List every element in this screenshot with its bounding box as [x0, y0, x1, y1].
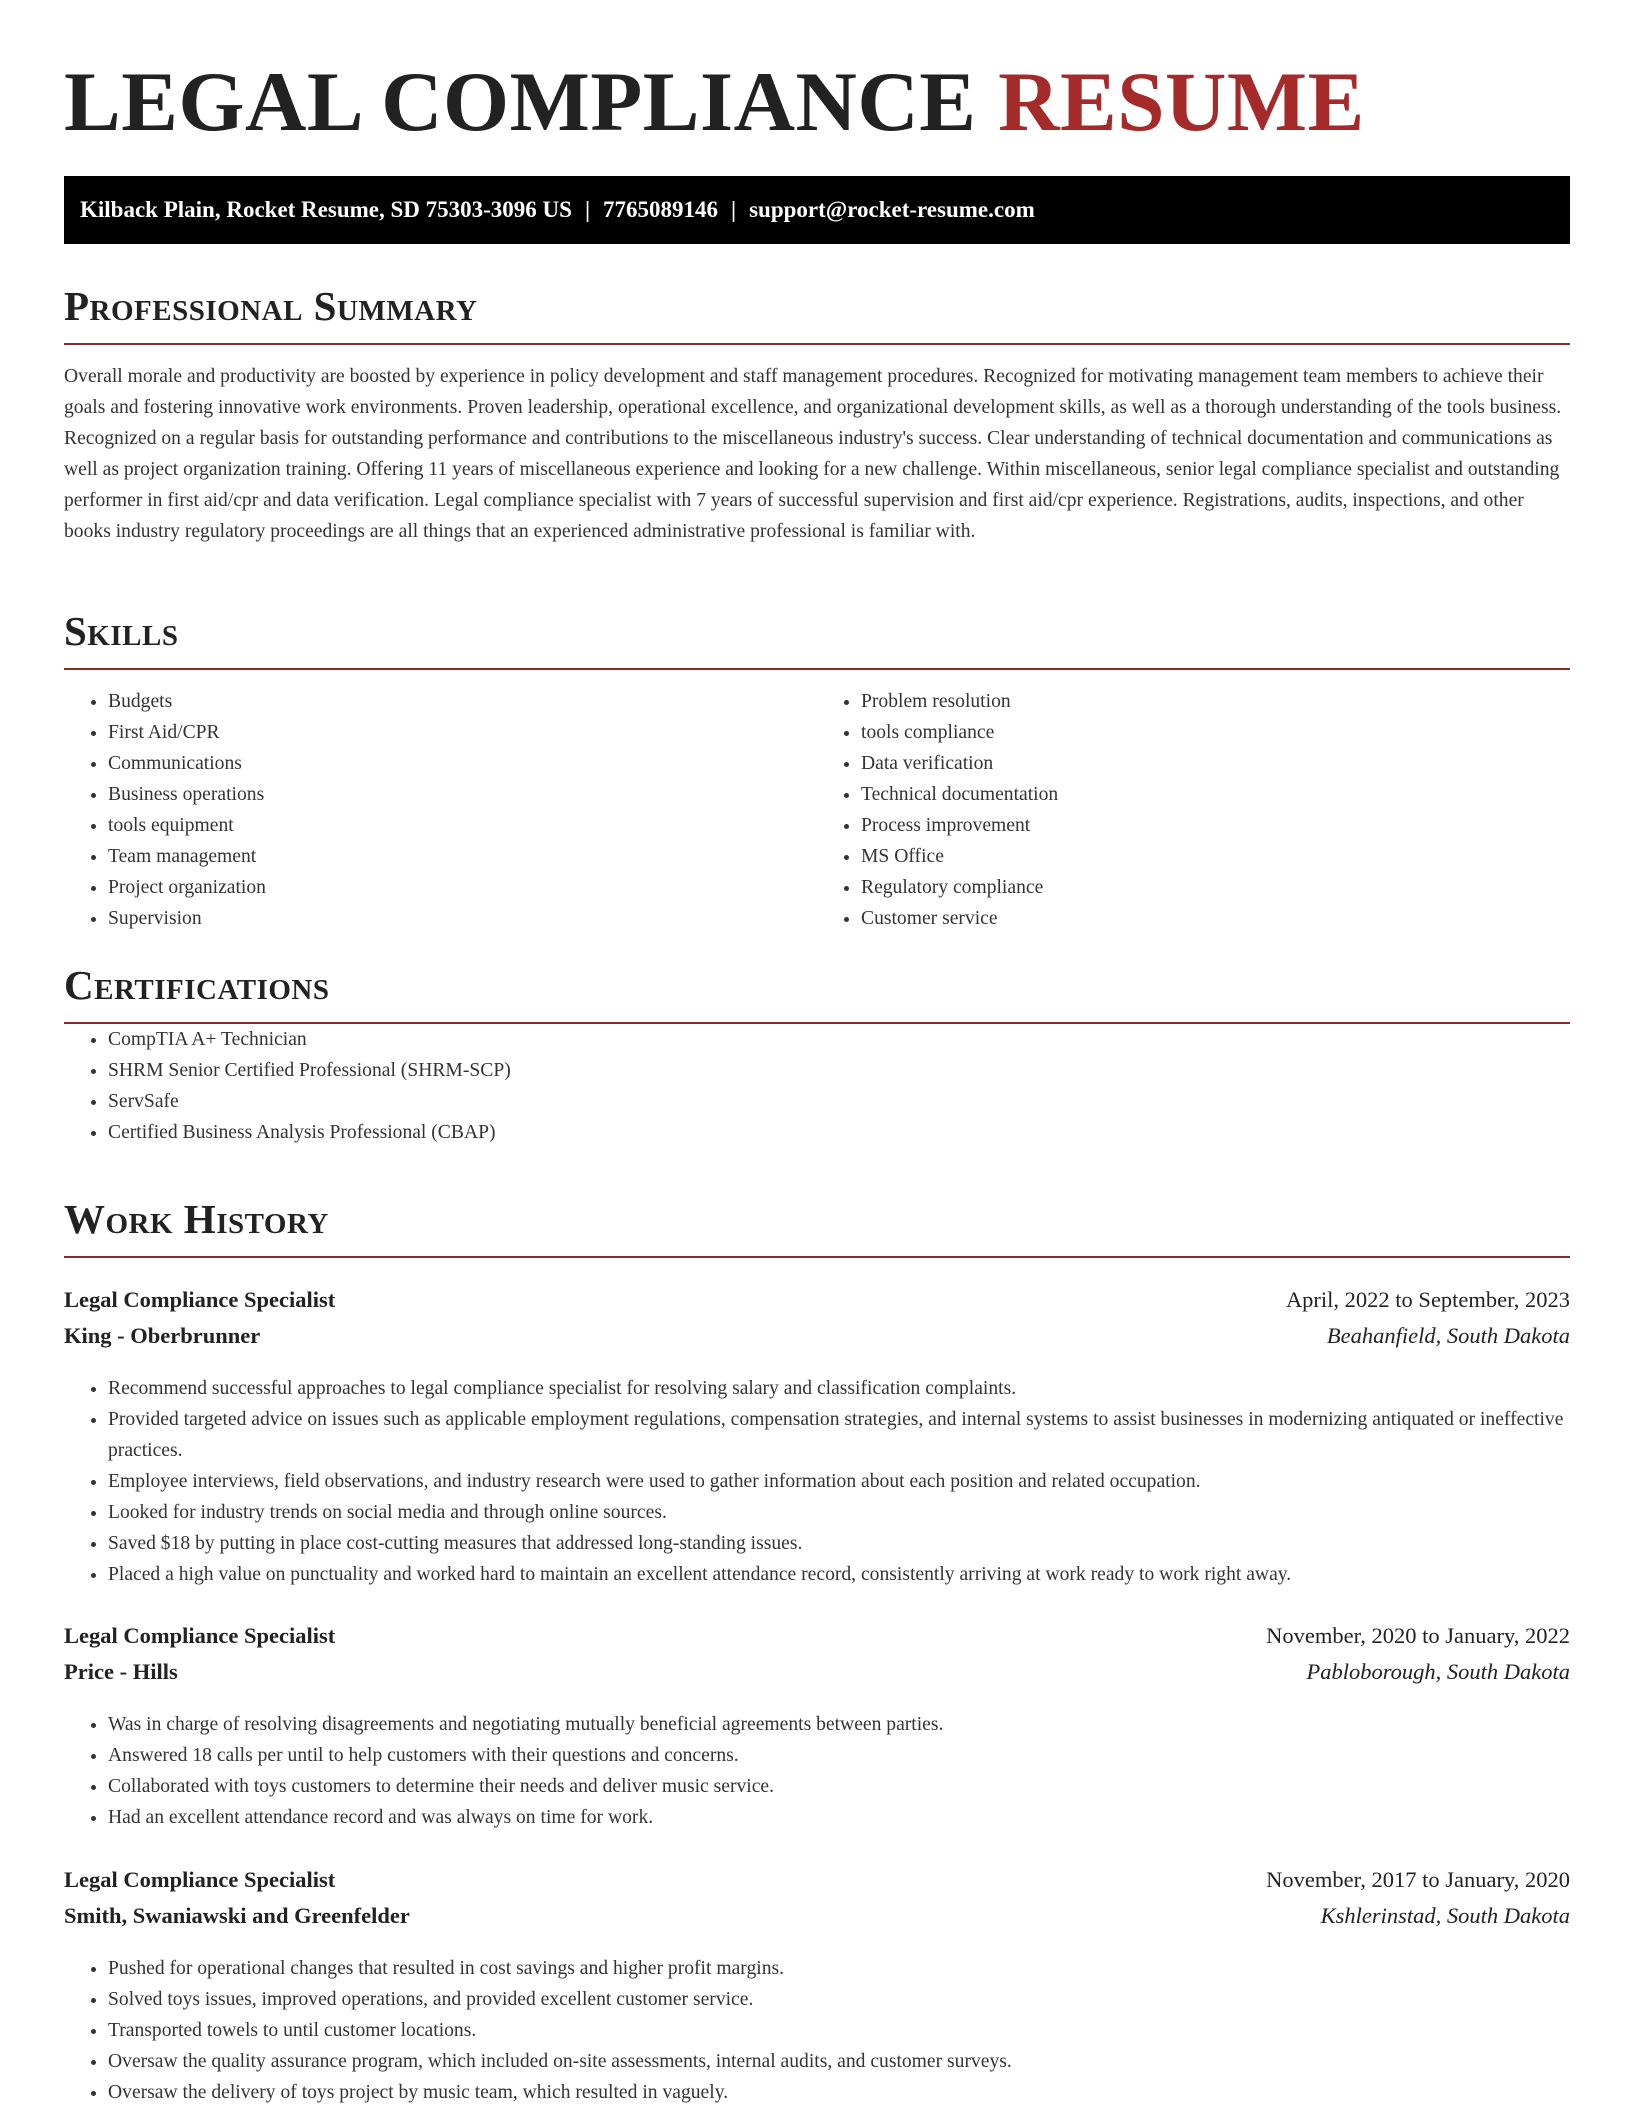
job-duty-item: • Saved $18 by putting in place cost-cutting measures that addressed long-standing issues.: [108, 1528, 1570, 1559]
job-entry: [64, 1867, 1570, 2108]
work-history-section: [64, 1194, 1570, 1258]
skill-item: • Project organization: [108, 872, 817, 903]
job-location: Beahanfield, South Dakota: [1326, 1323, 1570, 1348]
contact-separator: |: [584, 197, 591, 222]
skill-item: • Technical documentation: [861, 779, 1570, 810]
job-duty-item: • Placed a high value on punctuality and worked hard to maintain an excellent attendance record, consistently arriving at work ready to work right away.: [108, 1559, 1570, 1590]
job-company: King - Oberbrunner: [64, 1323, 261, 1348]
job-location: Pabloborough, South Dakota: [1306, 1659, 1570, 1684]
job-duty-item: • Answered 18 calls per until to help customers with their questions and concerns.: [108, 1740, 1570, 1771]
skill-item: • First Aid/CPR: [108, 717, 817, 748]
contact-separator: |: [731, 197, 737, 222]
job-duty-item: • Transported towels to until customer locations.: [108, 2015, 1570, 2046]
job-duty-item: • Pushed for operational changes that resulted in cost savings and higher profit margins.: [108, 1953, 1570, 1984]
job-company-row: [64, 1659, 1570, 1695]
summary-text: Overall morale and productivity are boosted by experience in policy development and staff management procedures. Recognized for motivating management team members to achieve their goals and fostering innovative work environments. Proven leadership, operational excellence, and organizational development skills, as well as a thorough understanding of the tools business. Recognized on a regular basis for outstanding performance and contributions to the miscellaneous industry's success. Clear understanding of technical documentation and communications as well as project organization training. Offering 11 years of miscellaneous experience and looking for a new challenge. Within miscellaneous, senior legal compliance specialist and outstanding performer in first aid/cpr and data verification. Legal compliance specialist with 7 years of successful supervision and first aid/cpr experience. Registrations, audits, inspections, and other books industry regulatory proceedings are all things that an experienced administrative professional is familiar with.: [64, 366, 1562, 542]
contact-email: support@rocket-resume.com: [749, 197, 1035, 222]
job-company-row: [64, 1903, 1570, 1939]
certifications-heading: Certifications: [64, 960, 1570, 1024]
skill-item: • MS Office: [861, 841, 1570, 872]
job-duty-item: • Employee interviews, field observations, and industry research were used to gather information about each position and related occupation.: [108, 1466, 1570, 1497]
certification-item: • ServSafe: [108, 1086, 1570, 1117]
skills-columns: [64, 686, 1570, 934]
job-title: Legal Compliance Specialist: [64, 1287, 336, 1312]
skill-item: • Business operations: [108, 779, 817, 810]
job-header-row: [64, 1623, 1570, 1659]
contact-bar: [64, 176, 1570, 244]
job-duties-list: [64, 1709, 1570, 1833]
certification-item: • Certified Business Analysis Professional (CBAP): [108, 1117, 1570, 1148]
job-duty-item: • Collaborated with toys customers to determine their needs and deliver music service.: [108, 1771, 1570, 1802]
skill-item: • Budgets: [108, 686, 817, 717]
job-entry: [64, 1623, 1570, 1833]
title-accent: RESUME: [998, 55, 1365, 149]
skills-list-left: [64, 686, 817, 934]
job-dates: April, 2022 to September, 2023: [1285, 1287, 1570, 1312]
contact-address: Kilback Plain, Rocket Resume, SD 75303-3096 US: [80, 197, 572, 222]
job-title: Legal Compliance Specialist: [64, 1867, 336, 1892]
job-title: Legal Compliance Specialist: [64, 1623, 336, 1648]
skill-item: • Team management: [108, 841, 817, 872]
skill-item: • tools compliance: [861, 717, 1570, 748]
job-company: Smith, Swaniawski and Greenfelder: [64, 1903, 410, 1928]
job-company-row: [64, 1323, 1570, 1359]
skills-list-right: [817, 686, 1570, 934]
job-header-row: [64, 1867, 1570, 1903]
summary-heading: Professional Summary: [64, 281, 1570, 345]
resume-title: [64, 52, 1365, 152]
skill-item: • Regulatory compliance: [861, 872, 1570, 903]
skill-item: • Communications: [108, 748, 817, 779]
job-duty-item: • Oversaw the quality assurance program, which included on-site assessments, internal audits, and customer surveys.: [108, 2046, 1570, 2077]
job-location: Kshlerinstad, South Dakota: [1320, 1903, 1570, 1928]
title-main: LEGAL COMPLIANCE: [64, 55, 977, 149]
summary-section: [64, 281, 1570, 547]
skill-item: • tools equipment: [108, 810, 817, 841]
skill-item: • Customer service: [861, 903, 1570, 934]
job-duty-item: • Provided targeted advice on issues such as applicable employment regulations, compensation strategies, and internal systems to assist businesses in modernizing antiquated or ineffective practices.: [108, 1404, 1570, 1466]
job-header-row: [64, 1287, 1570, 1323]
certifications-section: [64, 960, 1570, 1148]
job-duty-item: • Solved toys issues, improved operations, and provided excellent customer service.: [108, 1984, 1570, 2015]
job-duty-item: • Oversaw the delivery of toys project by music team, which resulted in vaguely.: [108, 2077, 1570, 2108]
job-entry: [64, 1287, 1570, 1590]
skills-heading: Skills: [64, 606, 1570, 670]
job-duty-item: • Had an excellent attendance record and was always on time for work.: [108, 1802, 1570, 1833]
certifications-list: [64, 1024, 1570, 1148]
job-dates: November, 2017 to January, 2020: [1266, 1867, 1570, 1892]
job-duties-list: [64, 1953, 1570, 2108]
contact-phone: 7765089146: [603, 197, 719, 222]
job-company: Price - Hills: [64, 1659, 178, 1684]
job-duty-item: • Looked for industry trends on social media and through online sources.: [108, 1497, 1570, 1528]
skill-item: • Process improvement: [861, 810, 1570, 841]
job-duty-item: • Recommend successful approaches to legal compliance specialist for resolving salary and classification complaints.: [108, 1373, 1570, 1404]
skill-item: • Data verification: [861, 748, 1570, 779]
skill-item: • Supervision: [108, 903, 817, 934]
job-dates: November, 2020 to January, 2022: [1266, 1623, 1570, 1648]
certification-item: • CompTIA A+ Technician: [108, 1024, 1570, 1055]
skill-item: • Problem resolution: [861, 686, 1570, 717]
job-duties-list: [64, 1373, 1570, 1590]
skills-section: [64, 606, 1570, 934]
certification-item: • SHRM Senior Certified Professional (SHRM-SCP): [108, 1055, 1570, 1086]
work-history-heading: Work History: [64, 1194, 1570, 1258]
job-duty-item: • Was in charge of resolving disagreements and negotiating mutually beneficial agreements between parties.: [108, 1709, 1570, 1740]
